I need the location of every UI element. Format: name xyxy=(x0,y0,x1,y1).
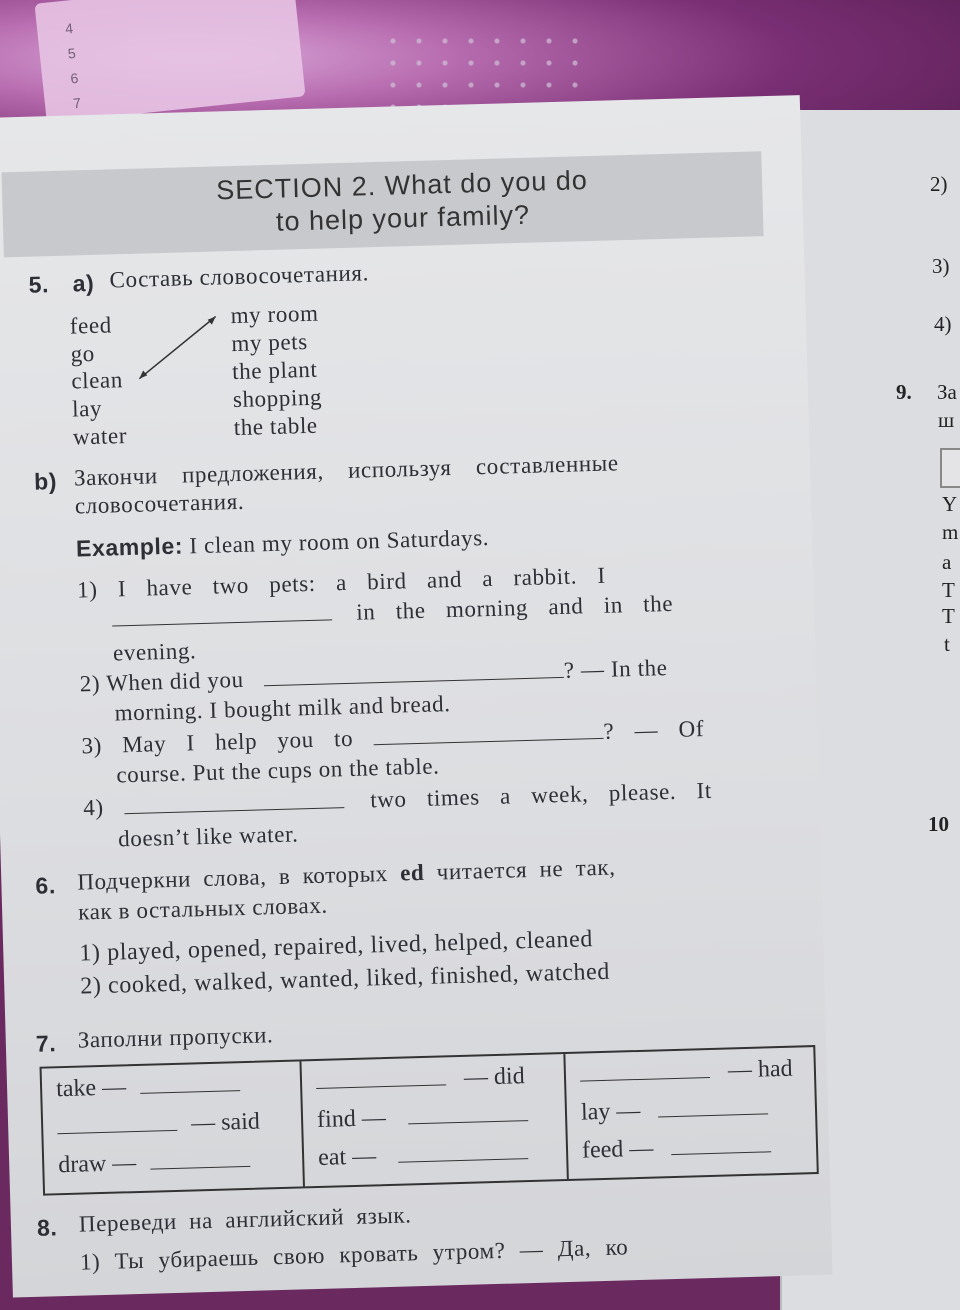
right-page-item: Y xyxy=(942,492,958,516)
table-cell: take — xyxy=(55,1074,127,1103)
table-cell: eat — xyxy=(317,1143,377,1171)
answer-blank[interactable] xyxy=(112,601,332,626)
right-page-item: ш xyxy=(938,408,955,432)
answer-blank[interactable] xyxy=(373,720,603,745)
matching-arrow xyxy=(125,306,227,389)
word-left: go xyxy=(70,340,96,367)
notepad-number: 6 xyxy=(69,69,80,87)
exercise-number: 5. xyxy=(28,271,50,298)
right-page-item: а xyxy=(942,550,952,574)
notepad-number: 5 xyxy=(66,44,77,62)
sentence-2-cont: ? — In the xyxy=(563,655,668,683)
section-title-line: SECTION 2. What do you do xyxy=(215,165,589,206)
translation-line: 1) Ты убираешь свою кровать утром? — Да, ко xyxy=(79,1234,629,1275)
example-text: I clean my room on Saturdays. xyxy=(189,524,490,559)
word-list-line[interactable]: 1) played, opened, repaired, lived, helped, cleaned xyxy=(79,926,594,967)
answer-blank[interactable] xyxy=(150,1148,250,1170)
answer-blank[interactable] xyxy=(124,789,344,814)
sentence-3-end: course. Put the cups on the table. xyxy=(116,753,440,788)
table-cell: lay — xyxy=(580,1097,641,1126)
word-left: feed xyxy=(69,312,113,339)
table-cell: find — xyxy=(316,1105,387,1133)
exercise-part-label: a) xyxy=(72,269,95,297)
word-right: shopping xyxy=(232,384,323,413)
table-cell: draw — xyxy=(57,1150,137,1179)
exercise-number: 7. xyxy=(35,1030,57,1057)
exercise-number: 6. xyxy=(35,872,57,899)
answer-blank[interactable] xyxy=(316,1066,446,1089)
table-column xyxy=(301,1054,568,1186)
exercise-title: как в остальных словах. xyxy=(77,892,329,925)
answer-blank[interactable] xyxy=(398,1140,528,1163)
exercise-number: 8. xyxy=(36,1214,58,1241)
sentence-2: 2) When did you xyxy=(79,666,244,697)
word-right: the table xyxy=(233,412,319,441)
exercise-part-label: b) xyxy=(33,467,58,495)
exercise-title-highlight: ed xyxy=(399,859,425,886)
right-page-item: 3) xyxy=(932,254,950,278)
exercise-title: читается не так, xyxy=(436,854,616,885)
sentence-1-cont: in the morning and in the xyxy=(355,590,674,625)
exercise-title: Закончи предложения, используя составленные xyxy=(73,450,619,491)
right-page-item: За xyxy=(937,380,957,404)
word-left: water xyxy=(72,423,128,450)
answer-blank[interactable] xyxy=(658,1095,768,1117)
exercise-title: Составь словосочетания. xyxy=(109,260,370,293)
right-page-item: 4) xyxy=(934,312,952,336)
answer-blank[interactable] xyxy=(57,1112,177,1134)
exercise-title: Переведи на английский язык. xyxy=(78,1202,412,1237)
exercise-title: Заполни пропуски. xyxy=(77,1022,274,1053)
verb-forms-table xyxy=(40,1045,819,1196)
right-page-item: 10 xyxy=(928,812,949,836)
sentence-4: 4) xyxy=(82,794,105,821)
sentence-3-cont: ? — Of xyxy=(603,716,705,744)
answer-blank[interactable] xyxy=(580,1059,710,1082)
exercise-title: Подчеркни слова, в которых xyxy=(77,860,389,895)
exercise-title: словосочетания. xyxy=(74,488,245,519)
workbook-page xyxy=(0,95,833,1297)
word-list-line[interactable]: 2) cooked, walked, wanted, liked, finished, watched xyxy=(79,958,611,1000)
word-right: my room xyxy=(230,300,319,329)
right-page-item: 2) xyxy=(930,172,948,196)
notepad-number: 7 xyxy=(72,94,82,112)
sentence-1: 1) I have two pets: a bird and a rabbit. I xyxy=(76,562,606,603)
table-column xyxy=(565,1047,816,1179)
answer-blank[interactable] xyxy=(407,1102,527,1124)
table-cell: feed — xyxy=(581,1135,654,1164)
example-label: Example: xyxy=(75,532,184,562)
section-title-line: to help your family? xyxy=(275,199,531,237)
table-cell: — said xyxy=(190,1108,261,1137)
right-page-item: m xyxy=(942,520,959,544)
table-cell: — did xyxy=(463,1063,526,1091)
right-page-item: Т xyxy=(942,578,955,602)
answer-blank[interactable] xyxy=(671,1133,771,1155)
right-page-item: 9. xyxy=(896,380,912,404)
sentence-3: 3) May I help you to xyxy=(81,725,354,759)
right-page-item: Т xyxy=(942,604,955,628)
right-page-box xyxy=(940,448,960,488)
sentence-1-end: evening. xyxy=(112,638,197,666)
sentence-2-end: morning. I bought milk and bread. xyxy=(114,691,451,726)
sentence-4-end: doesn’t like water. xyxy=(117,821,299,852)
word-right: the plant xyxy=(231,356,318,385)
word-left: lay xyxy=(71,395,103,422)
word-left: clean xyxy=(71,367,124,394)
table-column xyxy=(42,1061,305,1193)
right-page-item: t xyxy=(944,632,950,656)
answer-blank[interactable] xyxy=(140,1072,240,1094)
sentence-4-cont: two times a week, please. It xyxy=(369,777,713,813)
answer-blank[interactable] xyxy=(264,659,564,686)
table-cell: — had xyxy=(727,1055,793,1084)
notepad-number: 4 xyxy=(64,20,74,37)
word-right: my pets xyxy=(231,328,309,357)
